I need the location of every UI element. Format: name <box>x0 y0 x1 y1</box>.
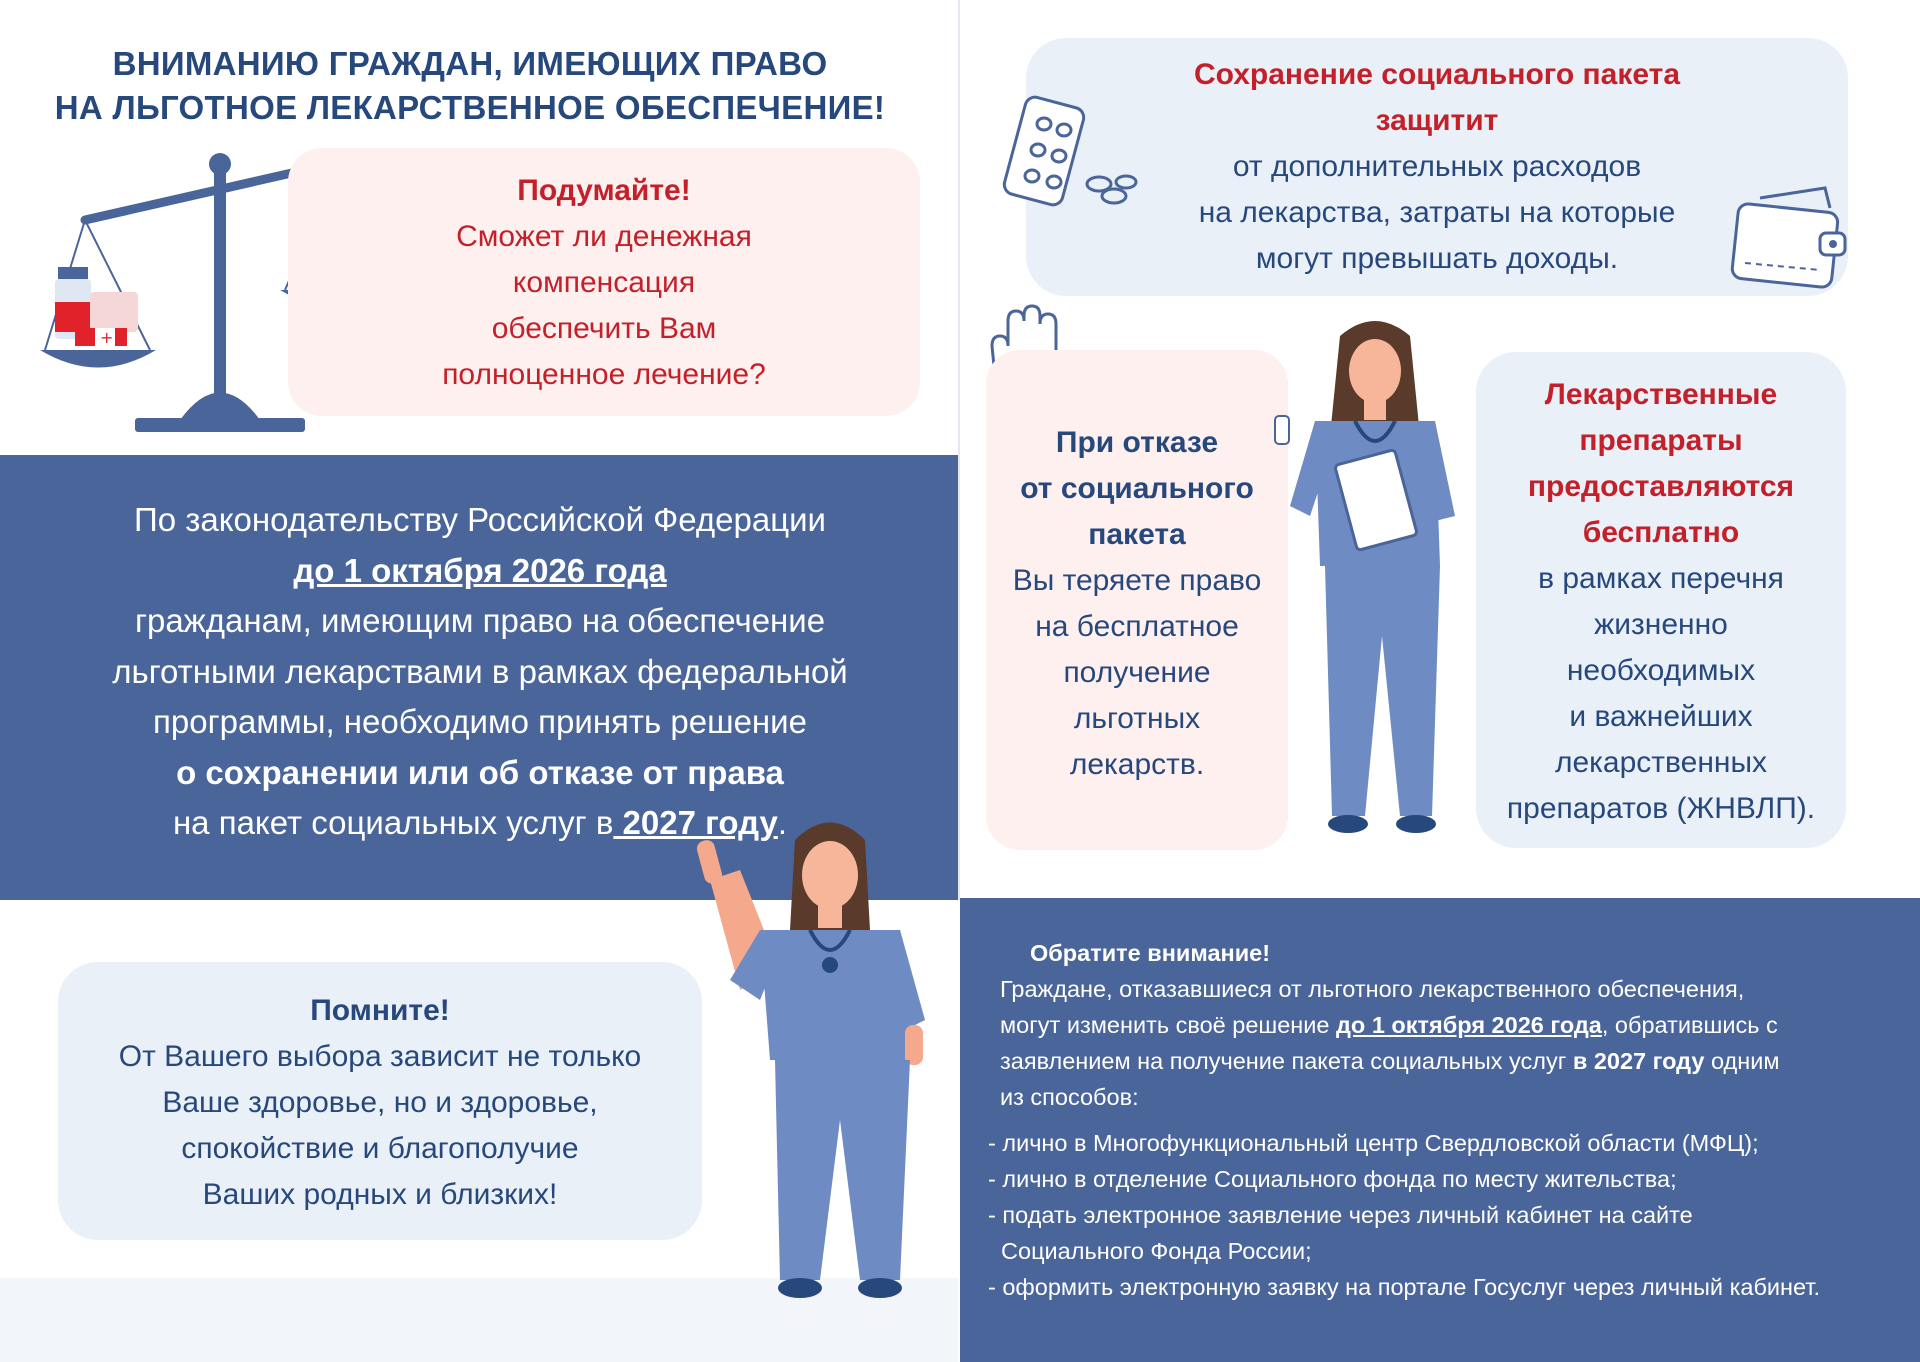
think-line: обеспечить Вам <box>491 312 717 345</box>
law-line: программы, необходимо принять решение <box>153 703 807 740</box>
think-callout <box>288 148 920 416</box>
drugs-line: в рамках перечня <box>1538 562 1784 595</box>
save-red-line: защитит <box>1375 104 1499 137</box>
note-text-part: одним <box>1704 1048 1780 1074</box>
pill-blister-icon <box>1004 96 1144 216</box>
remember-callout <box>58 962 702 1240</box>
remember-line: Ваше здоровье, но и здоровье, <box>162 1086 598 1119</box>
drugs-red-line: предоставляются <box>1527 470 1795 503</box>
note-text <box>988 935 1900 1305</box>
drugs-line: жизненно <box>1594 608 1728 641</box>
svg-text:+: + <box>100 328 114 347</box>
note-line: Граждане, отказавшиеся от льготного лекарственного обеспечения, <box>1000 976 1745 1002</box>
law-line-bold: о сохранении или об отказе от права <box>176 753 784 791</box>
wallet-icon <box>1730 188 1850 293</box>
note-text-part: могут изменить своё решение <box>1000 1012 1337 1038</box>
title-line-1: ВНИМАНИЮ ГРАЖДАН, ИМЕЮЩИХ ПРАВО <box>112 45 828 82</box>
refuse-line: получение <box>1063 656 1211 689</box>
remember-heading: Помните! <box>310 994 450 1027</box>
law-deadline: до 1 октября 2026 года <box>293 551 667 589</box>
save-red-line: Сохранение социального пакета <box>1193 58 1681 91</box>
remember-line: Ваших родных и близких! <box>202 1178 558 1211</box>
note-text-part: заявлением на получение пакета социальных услуг <box>1000 1048 1573 1074</box>
note-list-item: - оформить электронную заявку на портале Госуслуг через личный кабинет. <box>988 1274 1820 1300</box>
refuse-heading-line: При отказе <box>1055 426 1219 459</box>
save-callout <box>1026 38 1848 296</box>
drugs-red-line: бесплатно <box>1582 516 1740 549</box>
drugs-line: препаратов (ЖНВЛП). <box>1506 792 1816 825</box>
note-list-item: - лично в отделение Социального фонда по месту жительства; <box>988 1166 1677 1192</box>
drugs-line: и важнейших <box>1569 700 1753 733</box>
law-line: По законодательству Российской Федерации <box>133 501 826 538</box>
refuse-heading-line: от социального <box>1020 472 1254 505</box>
refuse-callout <box>986 350 1288 850</box>
law-line7-prefix: на пакет социальных услуг в <box>172 804 614 841</box>
think-line: полноценное лечение? <box>442 358 766 391</box>
drugs-callout <box>1476 352 1846 848</box>
think-line: компенсация <box>512 266 696 299</box>
drugs-line: лекарственных <box>1554 746 1768 779</box>
law-year: 2027 году <box>613 804 778 841</box>
refuse-line: льготных <box>1073 702 1201 735</box>
note-list-item: Социального Фонда России; <box>988 1238 1312 1264</box>
note-list-item: - лично в Многофункциональный центр Свердловской области (МФЦ); <box>988 1130 1759 1156</box>
note-list-item: - подать электронное заявление через личный кабинет на сайте <box>988 1202 1693 1228</box>
save-line: на лекарства, затраты на которые <box>1198 196 1676 229</box>
refuse-line: лекарств. <box>1069 748 1205 781</box>
law-line: гражданам, имеющим право на обеспечение <box>134 602 826 639</box>
note-heading: Обратите внимание! <box>1030 940 1271 966</box>
note-text-part: , обратившись с <box>1601 1012 1778 1038</box>
note-list <box>988 1125 1900 1305</box>
column-divider <box>958 0 960 900</box>
note-line: из способов: <box>1000 1084 1139 1110</box>
medicine-bottle-icon <box>50 262 145 357</box>
refuse-heading-line: пакета <box>1088 518 1186 551</box>
doctor-illustration <box>700 820 940 1320</box>
note-year: в 2027 году <box>1572 1048 1705 1074</box>
drugs-red-line: препараты <box>1579 424 1743 457</box>
doctor-illustration <box>1260 326 1460 846</box>
note-date: до 1 октября 2026 года <box>1336 1012 1602 1038</box>
think-heading: Подумайте! <box>517 174 691 207</box>
drugs-red-line: Лекарственные <box>1544 378 1778 411</box>
law-text <box>40 495 920 849</box>
page-title <box>20 42 920 130</box>
law-line7-suffix: . <box>777 804 788 841</box>
save-line: от дополнительных расходов <box>1232 150 1642 183</box>
title-line-2: НА ЛЬГОТНОЕ ЛЕКАРСТВЕННОЕ ОБЕСПЕЧЕНИЕ! <box>54 89 886 126</box>
refuse-line: на бесплатное <box>1035 610 1239 643</box>
think-line: Сможет ли денежная <box>456 220 752 253</box>
remember-line: спокойствие и благополучие <box>181 1132 579 1165</box>
law-line: льготными лекарствами в рамках федеральной <box>112 652 848 690</box>
drugs-line: необходимых <box>1566 654 1756 687</box>
remember-line: От Вашего выбора зависит не только <box>118 1040 642 1073</box>
note-line <box>1000 1007 1900 1043</box>
note-line <box>1000 1043 1900 1079</box>
save-line: могут превышать доходы. <box>1255 242 1619 275</box>
refuse-line: Вы теряете право <box>1012 564 1262 597</box>
